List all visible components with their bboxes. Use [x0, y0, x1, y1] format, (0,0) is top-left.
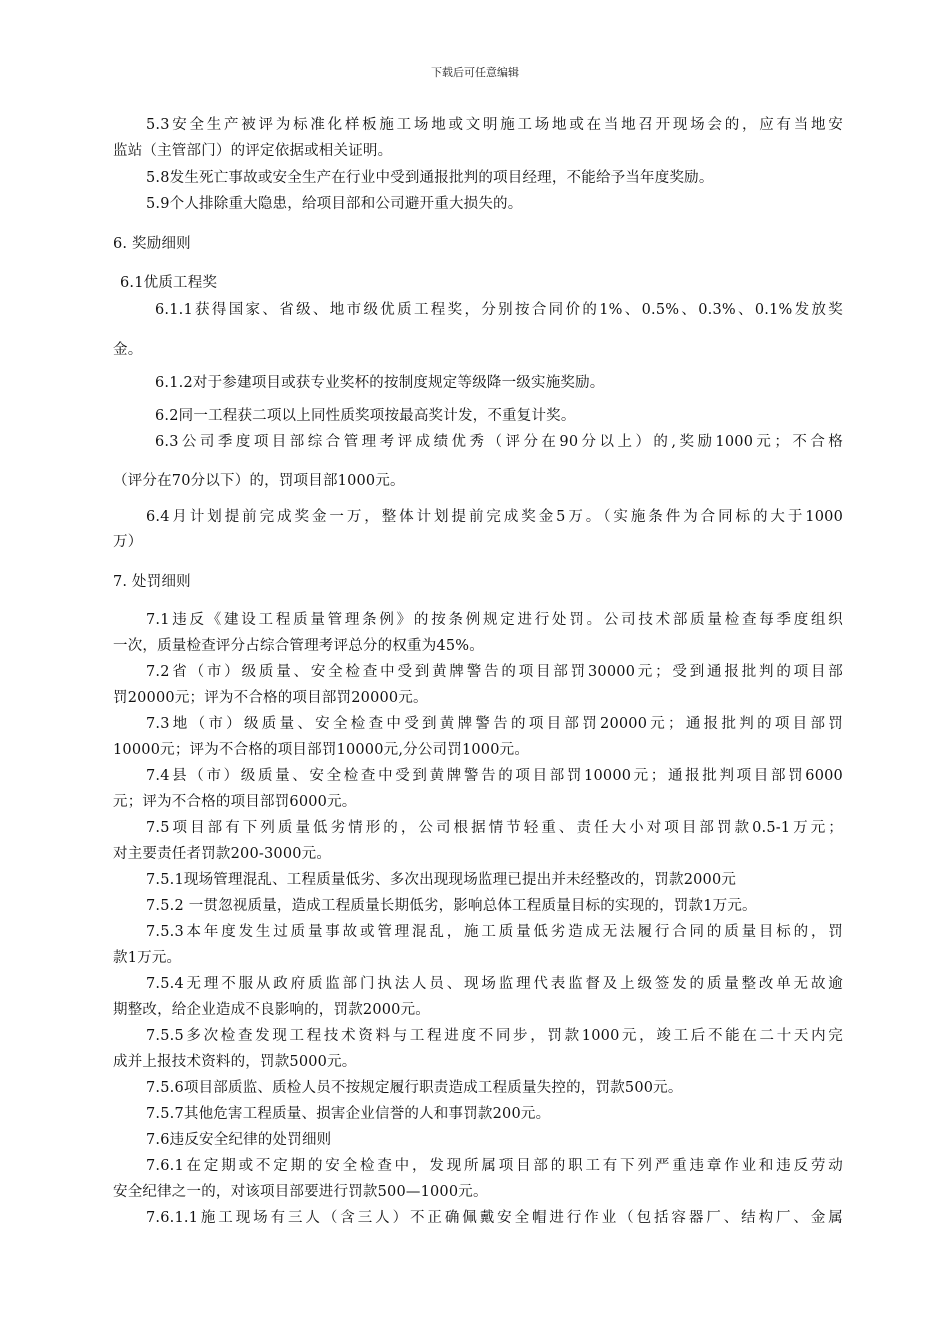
text-line: 元；评为不合格的项目部罚6000元。	[113, 794, 357, 810]
text-line: 7. 处罚细则	[113, 574, 191, 590]
text-line: 期整改，给企业造成不良影响的，罚款2000元。	[113, 1002, 430, 1018]
text-line: 5.8发生死亡事故或安全生产在行业中受到通报批判的项目经理，不能给予当年度奖励。	[146, 170, 714, 186]
text-line: 万）	[113, 534, 143, 550]
text-line: 款1万元。	[113, 950, 182, 966]
text-line: 7.5.6项目部质监、质检人员不按规定履行职责造成工程质量失控的，罚款500元。	[146, 1080, 683, 1096]
text-line: 10000元；评为不合格的项目部罚10000元,分公司罚1000元。	[113, 742, 530, 758]
text-line: 5.9个人排除重大隐患，给项目部和公司避开重大损失的。	[146, 196, 523, 212]
text-line: 7.5.1现场管理混乱、工程质量低劣、多次出现现场监理已提出并未经整改的，罚款2000元	[146, 872, 737, 888]
text-line: （评分在70分以下）的，罚项目部1000元。	[113, 473, 405, 489]
text-line: 7.5.2 一贯忽视质量，造成工程质量长期低劣，影响总体工程质量目标的实现的，罚款1万元。	[146, 898, 757, 914]
text-line: 7.5.4无理不服从政府质监部门执法人员、现场监理代表监督及上级签发的质量整改单无故逾	[146, 976, 843, 992]
text-line: 7.6.1.1施工现场有三人（含三人）不正确佩戴安全帽进行作业（包括容器厂、结构厂、金属	[146, 1210, 843, 1226]
text-line: 一次，质量检查评分占综合管理考评总分的权重为45%。	[113, 638, 484, 654]
text-line: 6.1.1获得国家、省级、地市级优质工程奖，分别按合同价的1%、0.5%、0.3%、0.1%发放奖	[155, 302, 843, 318]
text-line: 7.6违反安全纪律的处罚细则	[146, 1132, 332, 1148]
text-line: 7.1违反《建设工程质量管理条例》的按条例规定进行处罚。公司技术部质量检查每季度组织	[146, 612, 843, 628]
text-line: 7.4县（市）级质量、安全检查中受到黄牌警告的项目部罚10000元；通报批判项目部罚6000	[146, 768, 843, 784]
text-line: 7.5项目部有下列质量低劣情形的，公司根据情节轻重、责任大小对项目部罚款0.5-1万元；	[146, 820, 843, 836]
text-line: 6.1.2对于参建项目或获专业奖杯的按制度规定等级降一级实施奖励。	[155, 375, 605, 391]
text-line: 7.6.1在定期或不定期的安全检查中，发现所属项目部的职工有下列严重违章作业和违反劳动	[146, 1158, 843, 1174]
text-line: 罚20000元；评为不合格的项目部罚20000元。	[113, 690, 428, 706]
text-line: 7.5.7其他危害工程质量、损害企业信誉的人和事罚款200元。	[146, 1106, 551, 1122]
text-line: 7.5.5多次检查发现工程技术资料与工程进度不同步，罚款1000元，竣工后不能在二十天内完	[146, 1028, 843, 1044]
text-line: 7.5.3本年度发生过质量事故或管理混乱，施工质量低劣造成无法履行合同的质量目标的，罚	[146, 924, 843, 940]
text-line: 6.2同一工程获二项以上同性质奖项按最高奖计发，不重复计奖。	[155, 408, 576, 424]
text-line: 6.3公司季度项目部综合管理考评成绩优秀（评分在90分以上）的,奖励1000元；不合格	[155, 434, 843, 450]
text-line: 安全纪律之一的，对该项目部要进行罚款500—1000元。	[113, 1184, 488, 1200]
page-header: 下载后可任意编辑	[431, 66, 519, 79]
text-line: 6. 奖励细则	[113, 236, 191, 252]
text-line: 监站（主管部门）的评定依据或相关证明。	[113, 143, 393, 159]
text-line: 6.1优质工程奖	[120, 275, 218, 291]
text-line: 成并上报技术资料的，罚款5000元。	[113, 1054, 357, 1070]
text-line: 5.3安全生产被评为标准化样板施工场地或文明施工场地或在当地召开现场会的，应有当地安	[146, 117, 843, 133]
text-line: 7.2省（市）级质量、安全检查中受到黄牌警告的项目部罚30000元；受到通报批判的项目部	[146, 664, 843, 680]
text-line: 金。	[113, 342, 143, 358]
text-line: 对主要责任者罚款200-3000元。	[113, 846, 332, 862]
text-line: 7.3地（市）级质量、安全检查中受到黄牌警告的项目部罚20000元；通报批判的项目部罚	[146, 716, 843, 732]
text-line: 6.4月计划提前完成奖金一万，整体计划提前完成奖金5万。（实施条件为合同标的大于1000	[146, 509, 843, 525]
